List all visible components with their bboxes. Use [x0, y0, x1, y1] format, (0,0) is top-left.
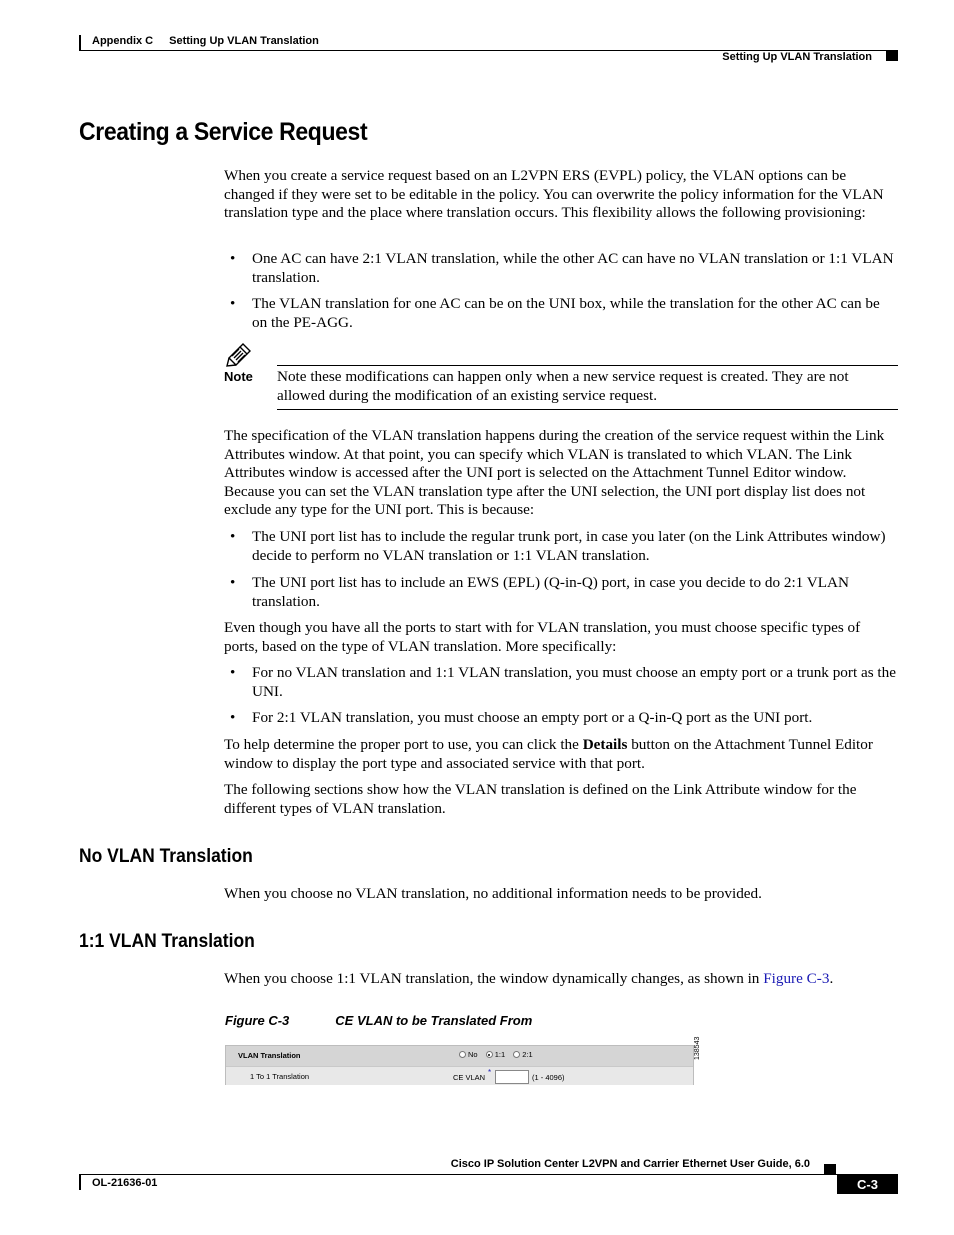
footer-doc-id: OL-21636-01: [92, 1177, 158, 1189]
required-mark: *: [488, 1068, 492, 1077]
chapter-label: Setting Up VLAN Translation: [169, 35, 319, 47]
list-item: • One AC can have 2:1 VLAN translation, while the other AC can have no VLAN translation or 1:1 VLAN translation.: [230, 250, 894, 286]
paragraph: When you choose no VLAN translation, no additional information needs to be provided.: [224, 885, 762, 902]
list-item: • The VLAN translation for one AC can be on the UNI box, while the translation for the other AC can be on the PE-AGG.: [230, 295, 880, 331]
radio-2to1[interactable]: [513, 1051, 520, 1058]
ce-vlan-input[interactable]: [495, 1070, 529, 1084]
vlan-translation-options: No 1:1 2:1: [459, 1050, 533, 1059]
vlan-translation-label: VLAN Translation: [238, 1051, 301, 1060]
ce-vlan-label: CE VLAN: [453, 1073, 486, 1082]
note-top-rule: [277, 365, 898, 366]
one-to-one-label: 1 To 1 Translation: [250, 1072, 310, 1081]
list-item: • For 2:1 VLAN translation, you must choose an empty port or a Q-in-Q port as the UNI port.: [230, 709, 813, 726]
details-term: Details: [582, 736, 628, 753]
running-header-right: Setting Up VLAN Translation: [722, 51, 872, 63]
appendix-label: Appendix C: [92, 35, 154, 47]
footer-marker: [824, 1164, 836, 1174]
figure-caption: Figure C-3 CE VLAN to be Translated From: [225, 1013, 533, 1028]
section-heading-1to1: 1:1 VLAN Translation: [79, 931, 255, 952]
figure-link[interactable]: Figure C-3: [763, 970, 830, 987]
pencil-note-icon: [226, 343, 252, 367]
vlan-translation-figure: [225, 1045, 694, 1085]
radio-no[interactable]: [459, 1051, 466, 1058]
paragraph: When you choose 1:1 VLAN translation, the window dynamically changes, as shown in Figure C-3.: [224, 970, 834, 987]
page-number: C-3: [837, 1175, 898, 1194]
section-heading-no-vlan: No VLAN Translation: [79, 846, 253, 867]
running-header-left: [92, 35, 319, 47]
footer-guide-title: Cisco IP Solution Center L2VPN and Carrier Ethernet User Guide, 6.0: [450, 1158, 810, 1170]
intro-paragraph: When you create a service request based on an L2VPN ERS (EVPL) policy, the VLAN options can be changed if they were set to be editable in the policy. You can overwrite the policy information for the VLAN translation type and the place where translation occurs. This flexibility allows the following provisioning:: [224, 167, 884, 222]
page-title: Creating a Service Request: [79, 118, 368, 146]
paragraph: Even though you have all the ports to start with for VLAN translation, you must choose specific types of ports, based on the type of VLAN translation. More specifically:: [224, 619, 861, 655]
paragraph: To help determine the proper port to use, you can click the Details button on the Attachment Tunnel Editor window to display the port type and associated service with that port.: [224, 736, 873, 772]
header-tick: [79, 35, 81, 51]
paragraph: The following sections show how the VLAN translation is defined on the Link Attribute window for the different types of VLAN translation.: [224, 781, 857, 817]
footer-tick: [79, 1174, 81, 1190]
note-bottom-rule: [277, 409, 898, 410]
note-label: Note: [224, 369, 253, 384]
list-item: • For no VLAN translation and 1:1 VLAN translation, you must choose an empty port or a trunk port as the UNI.: [230, 664, 896, 700]
paragraph: The specification of the VLAN translation happens during the creation of the service request within the Link Attributes window. At that point, you can specify which VLAN is translated to which VLAN. The Link Attributes window is accessed after the UNI port is selected on the Attachment Tunnel Editor window. Because you can set the VLAN translation type after the UNI selection, the UNI port display list does not exclude any type for the UNI port. This is because:: [224, 427, 885, 519]
radio-1to1[interactable]: [486, 1051, 493, 1058]
note-text: Note these modifications can happen only when a new service request is created. They are not allowed during the modification of an existing service request.: [277, 368, 849, 404]
list-item: • The UNI port list has to include an EWS (EPL) (Q-in-Q) port, in case you decide to do 2:1 VLAN translation.: [230, 574, 849, 610]
figure-id: 138543: [694, 1036, 701, 1060]
footer-rule: [80, 1174, 898, 1175]
header-marker: [886, 51, 898, 61]
list-item: • The UNI port list has to include the regular trunk port, in case you later (on the Link Attributes window) decide to perform no VLAN translation or 1:1 VLAN translation.: [230, 528, 886, 564]
vlan-range: (1 - 4096): [532, 1073, 565, 1082]
translation-row: [226, 1066, 693, 1085]
